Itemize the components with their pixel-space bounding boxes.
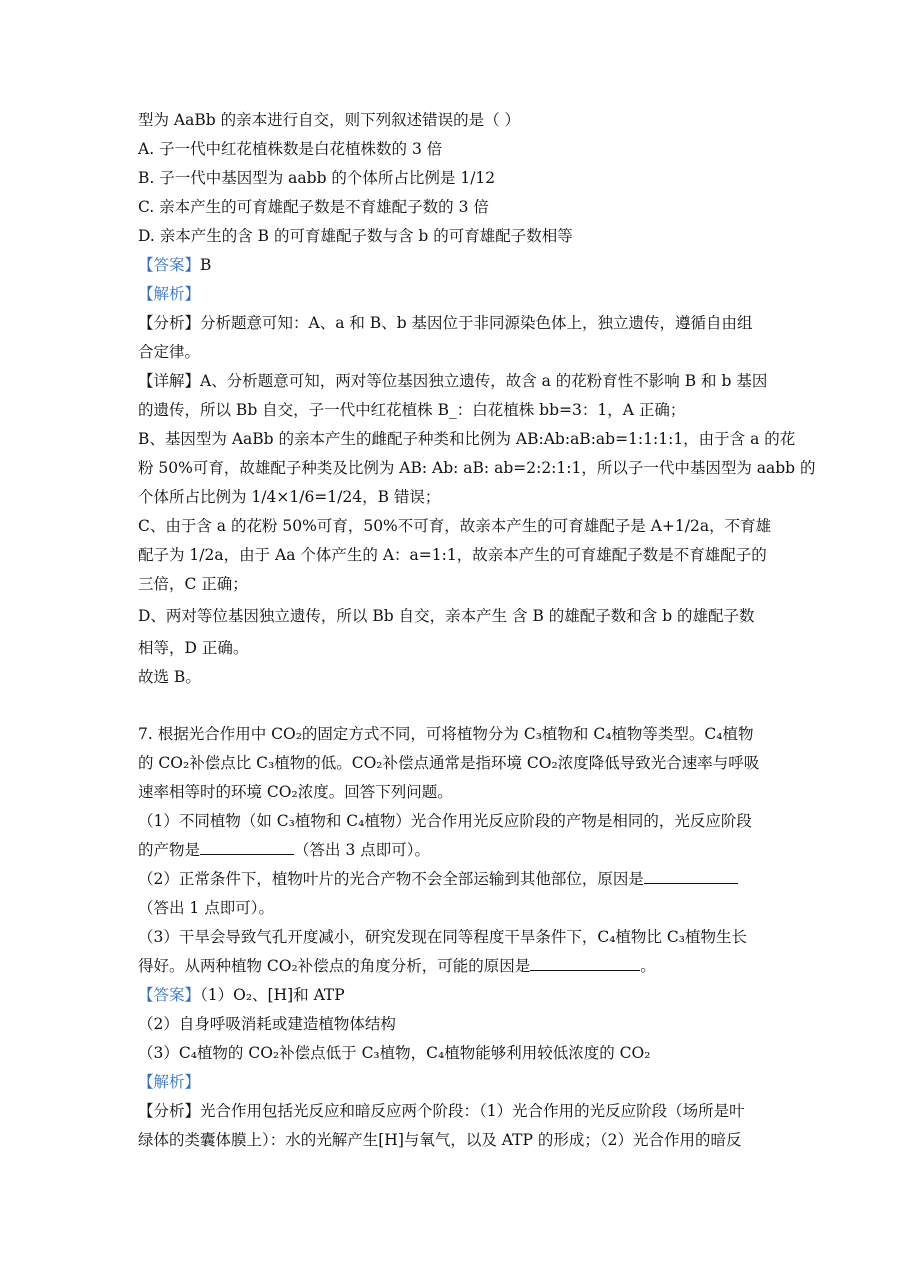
q7-fenxi-line-2: 绿体的类囊体膜上）：水的光解产生[H]与氧气，以及 ATP 的形成；（2）光合作用的暗反	[138, 1131, 742, 1149]
q7-sub3-line-1: （3）干旱会导致气孔开度减小，研究发现在同等程度干旱条件下，C₄植物比 C₃植物生长	[138, 928, 747, 946]
q7-answer-line-2: （2）自身呼吸消耗或建造植物体结构	[138, 1015, 396, 1033]
answer-blank[interactable]	[530, 956, 640, 971]
q6-analysis-tag: 【解析】	[138, 285, 201, 303]
q6-detail-line-9: D、两对等位基因独立遗传，所以 Bb 自交，亲本产生 含 B 的雄配子数和含 b 的雄配子数	[138, 607, 755, 625]
q6-detail-line-8: 三倍，C 正确；	[138, 575, 248, 593]
q7-fenxi-line-1: 【分析】光合作用包括光反应和暗反应两个阶段：（1）光合作用的光反应阶段（场所是叶	[138, 1102, 745, 1120]
q7-stem-line-1: 7. 根据光合作用中 CO₂的固定方式不同，可将植物分为 C₃植物和 C₄植物等类型。C₄植物	[138, 725, 754, 743]
q7-sub2-line-2: （答出 1 点即可）。	[138, 899, 274, 917]
q6-option-c: C. 亲本产生的可育雄配子数是不育雄配子数的 3 倍	[138, 198, 489, 216]
q6-detail-line-11: 故选 B。	[138, 668, 201, 686]
detail-tag: 【详解】	[138, 372, 201, 390]
q7-sub1-line-2: 的产物是 （答出 3 点即可）。	[138, 841, 430, 859]
q6-detail-line-4: 粉 50%可育，故雄配子种类及比例为 AB: Ab: aB: ab=2:2:1:1，所以子一代中基因型为 aabb 的	[138, 459, 816, 477]
q6-detail-line-10: 相等，D 正确。	[138, 639, 249, 657]
q6-stem-tail: 型为 AaBb 的亲本进行自交，则下列叙述错误的是（ ）	[138, 111, 521, 129]
q7-stem-line-3: 速率相等时的环境 CO₂浓度。回答下列问题。	[138, 783, 453, 801]
q6-answer: B	[200, 256, 212, 274]
q6-option-a: A. 子一代中红花植株数是白花植株数的 3 倍	[138, 140, 443, 158]
q6-answer-line	[138, 255, 211, 275]
q7-sub2-line-1: （2）正常条件下，植物叶片的光合产物不会全部运输到其他部位，原因是	[138, 869, 738, 889]
fenxi-tag: 【分析】	[138, 1102, 201, 1120]
q7-stem-line-2: 的 CO₂补偿点比 C₃植物的低。CO₂补偿点通常是指环境 CO₂浓度降低导致光合速率与呼吸	[138, 754, 760, 772]
q6-option-d: D. 亲本产生的含 B 的可育雄配子数与含 b 的可育雄配子数相等	[138, 227, 573, 245]
q6-fenxi-line: 【分析】分析题意可知：A、a 和 B、b 基因位于非同源染色体上，独立遗传，遵循自由组	[138, 314, 753, 332]
q7-answer-line-3: （3）C₄植物的 CO₂补偿点低于 C₃植物，C₄植物能够利用较低浓度的 CO₂	[138, 1044, 651, 1062]
q6-option-b: B. 子一代中基因型为 aabb 的个体所占比例是 1/12	[138, 169, 496, 187]
q6-fenxi-line-2: 合定律。	[138, 343, 201, 361]
q6-detail-line-6: C、由于含 a 的花粉 50%可育，50%不可育，故亲本产生的可育雄配子是 A+1/2a，不育雄	[138, 517, 772, 535]
answer-tag: 【答案】	[138, 256, 201, 274]
answer-tag: 【答案】	[138, 986, 201, 1004]
q6-detail-line-3: B、基因型为 AaBb 的亲本产生的雌配子种类和比例为 AB:Ab:aB:ab=1:1:1:1，由于含 a 的花	[138, 430, 796, 448]
q7-answer-line-1: 【答案】（1）O₂、[H]和 ATP	[138, 986, 345, 1004]
answer-blank[interactable]	[644, 869, 738, 884]
q7-analysis-tag: 【解析】	[138, 1073, 201, 1091]
q6-detail-line-2: 的遗传，所以 Bb 自交，子一代中红花植株 B_：白花植株 bb=3：1，A 正确；	[138, 401, 686, 419]
q6-detail-line-7: 配子为 1/2a，由于 Aa 个体产生的 A：a=1:1，故亲本产生的可育雄配子数是不育雄配子的	[138, 546, 767, 564]
q7-sub1-line-1: （1）不同植物（如 C₃植物和 C₄植物）光合作用光反应阶段的产物是相同的，光反应阶段	[138, 812, 752, 830]
q6-detail-line-5: 个体所占比例为 1/4×1/6=1/24，B 错误；	[138, 488, 441, 506]
fenxi-tag: 【分析】	[138, 314, 201, 332]
q6-detail-line: 【详解】A、分析题意可知，两对等位基因独立遗传，故含 a 的花粉育性不影响 B 和 b 基因	[138, 372, 768, 390]
q7-sub3-line-2: 得好。从两种植物 CO₂补偿点的角度分析，可能的原因是 。	[138, 957, 656, 975]
answer-blank[interactable]	[200, 840, 294, 855]
